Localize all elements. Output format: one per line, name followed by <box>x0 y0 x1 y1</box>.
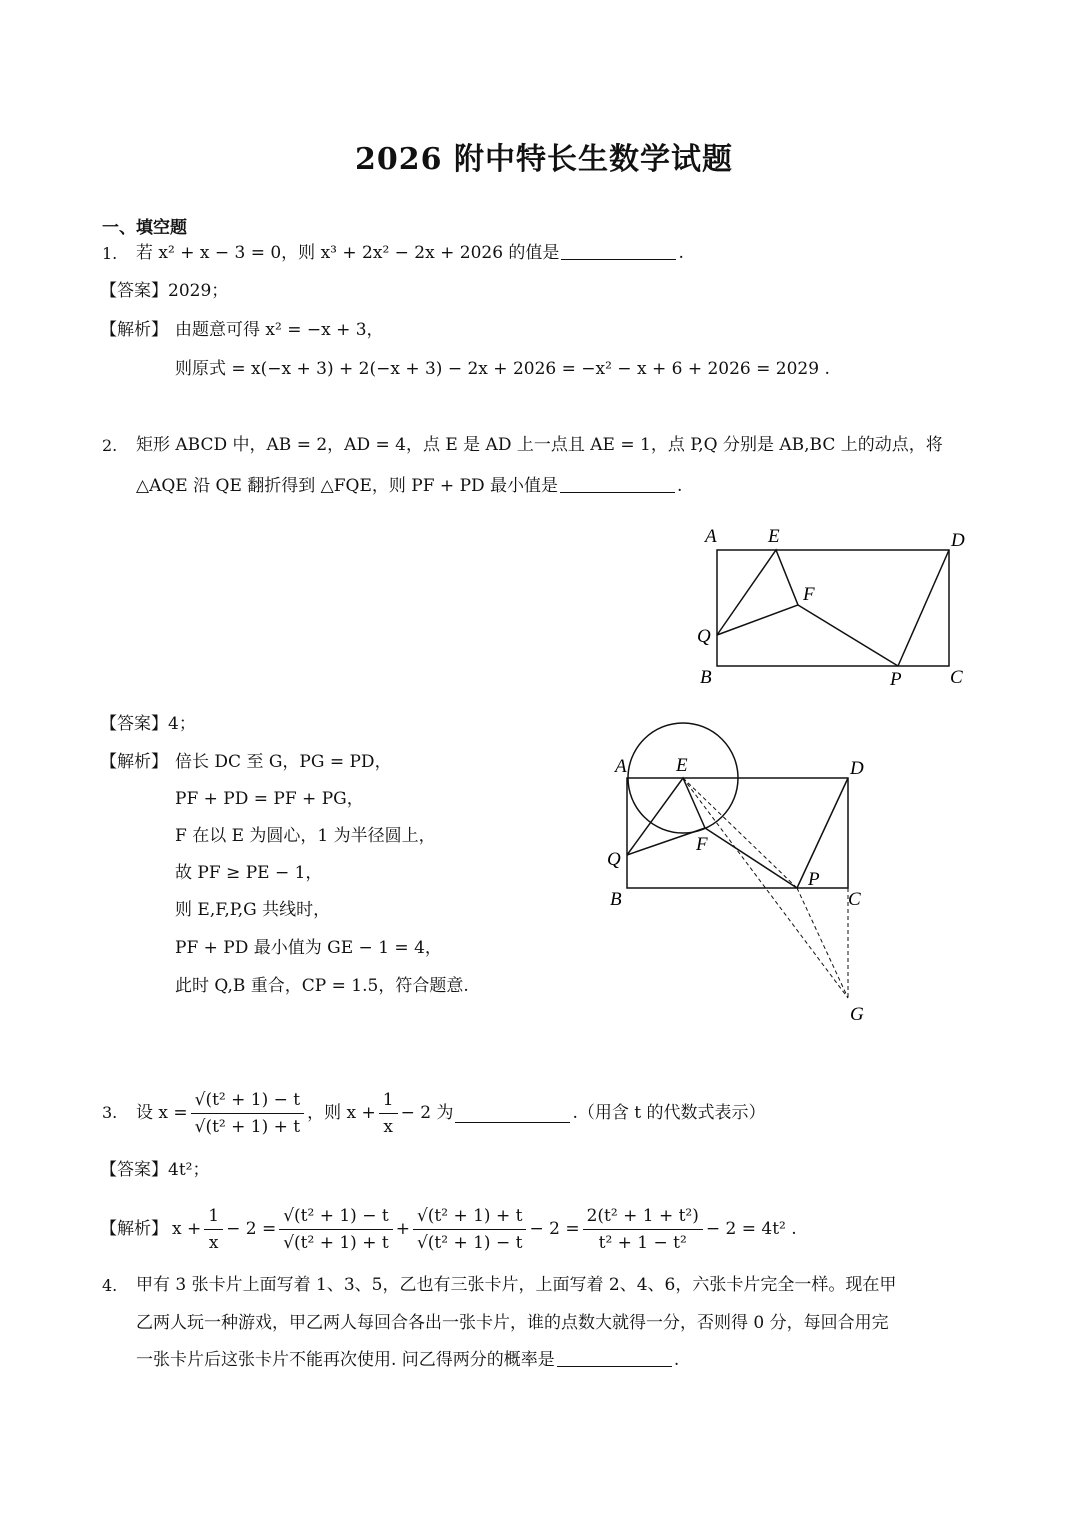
q3-stem-pre: 设 x = <box>136 1103 188 1123</box>
fig1-label-f: F <box>803 584 815 605</box>
q2-analysis-label: 【解析】 <box>100 752 168 772</box>
q2-analysis-line-6: PF + PD 最小值为 GE − 1 = 4， <box>175 938 442 958</box>
q4-line-3-text: 一张卡片后这张卡片不能再次使用. 问乙得两分的概率是 <box>136 1350 555 1370</box>
fig2-label-d: D <box>850 758 864 779</box>
q3-analysis-fraction-4 <box>583 1204 703 1255</box>
q3-analysis-pre: x + <box>172 1219 202 1239</box>
q2-number: 2. <box>102 436 118 455</box>
fig2-segment-fp <box>705 828 797 888</box>
q3-analysis-label: 【解析】 <box>100 1219 168 1239</box>
q3-analysis-plus: + <box>395 1219 410 1239</box>
q2-answer: 【答案】4； <box>100 714 196 734</box>
q3-analysis-fraction-2-numerator: √(t² + 1) − t <box>279 1204 393 1230</box>
page-title: 2026 附中特长生数学试题 <box>355 142 733 177</box>
q3-fraction-inv-numerator: 1 <box>379 1088 398 1114</box>
q2-stem-text: △AQE 沿 QE 翻折得到 △FQE，则 PF + PD 最小值是 <box>136 476 559 496</box>
q3-analysis-fraction-2 <box>279 1204 393 1255</box>
q2-figure-2 <box>600 715 880 1030</box>
q3-fraction-inv <box>379 1088 398 1139</box>
fig1-label-p: P <box>890 669 902 690</box>
fig2-label-f: F <box>696 834 708 855</box>
q4-answer-blank <box>557 1348 672 1367</box>
fig2-label-g: G <box>850 1004 864 1025</box>
q1-analysis-label: 【解析】 <box>100 320 168 340</box>
fig1-label-d: D <box>951 530 965 551</box>
fig2-dashed-pg <box>797 888 848 998</box>
q2-stem-line-2 <box>136 474 682 498</box>
q2-stem-line-1: 矩形 ABCD 中，AB = 2，AD = 4，点 E 是 AD 上一点且 AE = 1，点 P,Q 分别是 AB,BC 上的动点，将 <box>136 435 943 455</box>
q4-number: 4. <box>102 1276 118 1295</box>
q3-fraction-x-numerator: √(t² + 1) − t <box>191 1088 305 1114</box>
fig1-rectangle <box>717 550 949 666</box>
q1-stem-text: 若 x² + x − 3 = 0，则 x³ + 2x² − 2x + 2026 的值是 <box>136 243 560 263</box>
q2-stem-end: . <box>677 476 683 496</box>
fig1-label-b: B <box>700 667 712 688</box>
q2-analysis-line-5: 则 E,F,P,G 共线时， <box>175 900 331 920</box>
fig2-segment-pd <box>797 778 848 888</box>
fig2-label-p: P <box>808 869 820 890</box>
q3-analysis-fraction-1-denominator: x <box>208 1232 219 1253</box>
fig2-label-b: B <box>610 889 622 910</box>
q2-analysis-line-7: 此时 Q,B 重合，CP = 1.5，符合题意. <box>175 976 469 996</box>
q1-stem <box>136 241 684 265</box>
q4-line-1: 甲有 3 张卡片上面写着 1、3、5，乙也有三张卡片，上面写着 2、4、6，六张卡片完全一样。现在甲 <box>136 1275 897 1295</box>
fig2-label-c: C <box>848 889 861 910</box>
q3-analysis-eq-1: − 2 = <box>226 1219 277 1239</box>
fig1-label-e: E <box>768 526 780 547</box>
fig2-triangle-qef <box>627 778 705 855</box>
q3-answer: 【答案】4t²； <box>100 1160 210 1180</box>
q3-analysis-fraction-1 <box>204 1204 223 1255</box>
q3-fraction-x <box>191 1088 305 1139</box>
fig1-label-c: C <box>950 667 963 688</box>
fig2-dashed-ep <box>683 778 797 888</box>
q3-fraction-x-denominator: √(t² + 1) + t <box>194 1116 301 1137</box>
q2-answer-blank <box>560 474 675 493</box>
fig2-label-q: Q <box>607 849 621 870</box>
q3-analysis-end: − 2 = 4t² . <box>705 1219 797 1239</box>
q3-stem-mid: ，则 x + <box>307 1103 376 1123</box>
q3-stem <box>136 1083 766 1143</box>
q3-analysis-fraction-3-denominator: √(t² + 1) − t <box>416 1232 523 1253</box>
q3-analysis <box>100 1198 797 1260</box>
q3-number: 3. <box>102 1103 118 1122</box>
q2-analysis-line-2: PF + PD = PF + PG， <box>175 789 364 809</box>
q1-analysis-line-1: 由题意可得 x² = −x + 3， <box>175 320 384 340</box>
q3-stem-end: .（用含 t 的代数式表示） <box>572 1103 766 1123</box>
q3-analysis-fraction-4-numerator: 2(t² + 1 + t²) <box>583 1204 703 1230</box>
q3-analysis-fraction-3 <box>413 1204 527 1255</box>
q2-analysis-line-3: F 在以 E 为圆心，1 为半径圆上， <box>175 826 436 846</box>
q3-analysis-fraction-4-denominator: t² + 1 − t² <box>598 1232 687 1253</box>
fig2-label-a: A <box>615 756 627 777</box>
q3-analysis-fraction-3-numerator: √(t² + 1) + t <box>413 1204 527 1230</box>
fig1-label-a: A <box>705 526 717 547</box>
q4-line-2: 乙两人玩一种游戏，甲乙两人每回合各出一张卡片，谁的点数大就得一分，否则得 0 分，每回合用完 <box>136 1313 889 1333</box>
section-heading: 一、填空题 <box>102 218 187 238</box>
q1-answer: 【答案】2029； <box>100 281 229 301</box>
q2-analysis-line-1: 倍长 DC 至 G，PG = PD， <box>175 752 392 772</box>
q1-answer-blank <box>561 241 676 260</box>
fig1-segment-fp <box>798 605 898 666</box>
q1-analysis-line-2: 则原式 = x(−x + 3) + 2(−x + 3) − 2x + 2026 = −x² − x + 6 + 2026 = 2029 . <box>175 359 830 379</box>
q3-stem-post: − 2 为 <box>400 1103 454 1123</box>
q3-answer-blank <box>455 1104 570 1123</box>
q1-number: 1. <box>102 244 118 263</box>
fig1-label-q: Q <box>697 626 711 647</box>
q3-fraction-inv-denominator: x <box>383 1116 393 1137</box>
fig1-triangle-qef <box>717 550 798 635</box>
fig1-segment-pd <box>898 550 949 666</box>
q4-line-end: . <box>673 1350 680 1370</box>
q4-line-3 <box>136 1348 679 1372</box>
q3-analysis-fraction-2-denominator: √(t² + 1) + t <box>283 1232 389 1253</box>
q3-analysis-eq-2: − 2 = <box>529 1219 580 1239</box>
q2-figure-1 <box>690 518 980 693</box>
q2-analysis-line-4: 故 PF ≥ PE − 1， <box>175 863 323 883</box>
q1-stem-end: . <box>678 243 684 263</box>
q3-analysis-fraction-1-numerator: 1 <box>204 1204 223 1230</box>
fig2-label-e: E <box>676 755 688 776</box>
